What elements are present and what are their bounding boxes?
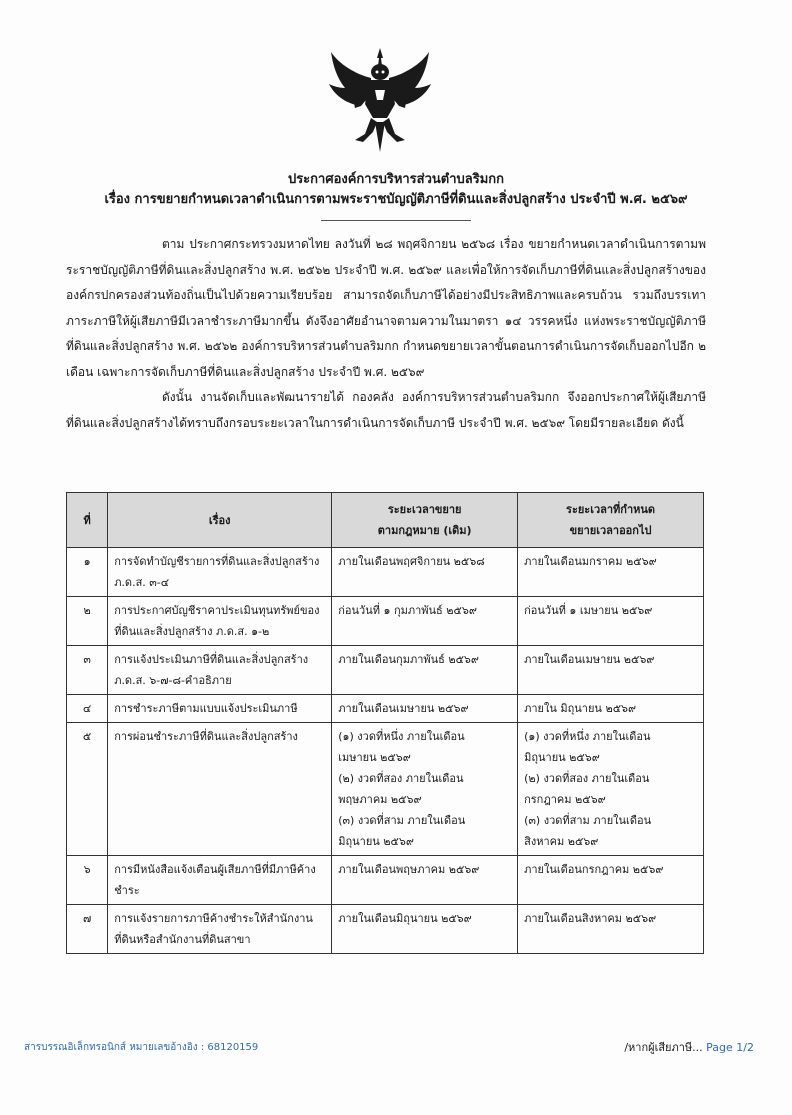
reference-number: สารบรรณอิเล็กทรอนิกส์ หมายเลขอ้างอิง : 68120159	[24, 1042, 259, 1053]
installment-line: มิถุนายน ๒๕๖๙	[338, 835, 414, 848]
row-extended-period: ภายในเดือนกรกฎาคม ๒๕๖๙	[518, 856, 704, 905]
installment-line: พฤษภาคม ๒๕๖๙	[338, 793, 422, 806]
installment-line: (๒) งวดที่สอง ภายในเดือน	[524, 772, 650, 785]
row-legal-period: ภายในเดือนกุมภาพันธ์ ๒๕๖๙	[332, 646, 518, 695]
body-paragraph-1: ตาม ประกาศกระทรวงมหาดไทย ลงวันที่ ๒๘ พฤศจิกายน ๒๕๖๘ เรื่อง ขยายกำหนดเวลาดำเนินการตามพระราชบัญญัติภาษีที่ดินและสิ่งปลูกสร้าง พ.ศ. ๒๕๖๒ ประจำปี พ.ศ. ๒๕๖๙ และเพื่อให้การจัดเก็บภาษีที่ดินและสิ่งปลูกสร้างขององค์กรปกครองส่วนท้องถิ่นเป็นไปด้วยความเรียบร้อย สามารถจัดเก็บภาษีได้อย่างมีประสิทธิภาพและครบถ้วน รวมถึงบรรเทาภาระภาษีให้ผู้เสียภาษีมีเวลาชำระภาษีมากขึ้น ดังจึงอาศัยอำนาจตามความในมาตรา ๑๔ วรรคหนึ่ง แห่งพระราชบัญญัติภาษีที่ดินและสิ่งปลูกสร้าง พ.ศ. ๒๕๖๒ องค์การบริหารส่วนตำบลริมกก กำหนดขยายเวลาขั้นตอนการดำเนินการจัดเก็บออกไปอีก ๒ เดือน เฉพาะการจัดเก็บภาษีที่ดินและสิ่งปลูกสร้าง ประจำปี พ.ศ. ๒๕๖๙	[66, 237, 706, 379]
installment-line: (๓) งวดที่สาม ภายในเดือน	[524, 814, 652, 827]
row-extended-period	[518, 723, 704, 856]
row-extended-period: ก่อนวันที่ ๑ เมษายน ๒๕๖๙	[518, 597, 704, 646]
table-row	[67, 597, 704, 646]
table-row	[67, 695, 704, 723]
table-row	[67, 856, 704, 905]
row-legal-period: ภายในเดือนมิถุนายน ๒๕๖๙	[332, 905, 518, 954]
installment-line: สิงหาคม ๒๕๖๙	[524, 835, 599, 848]
installment-line: มิถุนายน ๒๕๖๙	[524, 751, 600, 764]
installment-line: เมษายน ๒๕๖๙	[338, 751, 411, 764]
row-extended-period: ภายในเดือนสิงหาคม ๒๕๖๙	[518, 905, 704, 954]
title-block	[40, 170, 752, 221]
row-subject: การมีหนังสือแจ้งเตือนผู้เสียภาษีที่มีภาษีค้างชำระ	[108, 856, 332, 905]
row-number: ๕	[67, 723, 108, 856]
row-subject: การจัดทำบัญชีรายการที่ดินและสิ่งปลูกสร้าง ภ.ด.ส. ๓-๔	[108, 548, 332, 597]
row-subject: การชำระภาษีตามแบบแจ้งประเมินภาษี	[108, 695, 332, 723]
installment-line: กรกฎาคม ๒๕๖๙	[524, 793, 606, 806]
row-number: ๔	[67, 695, 108, 723]
announcement-subject: เรื่อง การขยายกำหนดเวลาดำเนินการตามพระราชบัญญัติภาษีที่ดินและสิ่งปลูกสร้าง ประจำปี พ.ศ. ๒๕๖๙	[104, 192, 688, 207]
installment-line: (๒) งวดที่สอง ภายในเดือน	[338, 772, 464, 785]
page-indicator: Page 1/2	[706, 1041, 754, 1054]
schedule-table	[66, 492, 704, 954]
header-extended-line-2: ขยายเวลาออกไป	[569, 524, 652, 537]
row-extended-period: ภายในเดือนมกราคม ๒๕๖๙	[518, 548, 704, 597]
row-subject: การประกาศบัญชีราคาประเมินทุนทรัพย์ของที่ดินและสิ่งปลูกสร้าง ภ.ด.ส. ๑-๒	[108, 597, 332, 646]
installment-line: (๑) งวดที่หนึ่ง ภายในเดือน	[524, 730, 651, 743]
row-number: ๒	[67, 597, 108, 646]
header-legal-line-2: ตามกฎหมาย (เดิม)	[377, 524, 472, 537]
installment-line: (๓) งวดที่สาม ภายในเดือน	[338, 814, 466, 827]
header-no: ที่	[67, 493, 108, 548]
body-paragraph-2: ดังนั้น งานจัดเก็บและพัฒนารายได้ กองคลัง องค์การบริหารส่วนตำบลริมกก จึงออกประกาศให้ผู้เสียภาษีที่ดินและสิ่งปลูกสร้างได้ทราบถึงกรอบระยะเวลาในการดำเนินการจัดเก็บภาษี ประจำปี พ.ศ. ๒๕๖๙ โดยมีรายละเอียด ดังนี้	[66, 390, 706, 430]
row-number: ๑	[67, 548, 108, 597]
header-legal-line-1: ระยะเวลาขยาย	[387, 503, 462, 516]
row-legal-period: ภายในเดือนพฤษภาคม ๒๕๖๙	[332, 856, 518, 905]
header-extended-period	[518, 493, 704, 548]
installment-line: (๑) งวดที่หนึ่ง ภายในเดือน	[338, 730, 465, 743]
row-legal-period: ก่อนวันที่ ๑ กุมภาพันธ์ ๒๕๖๙	[332, 597, 518, 646]
title-divider	[321, 220, 471, 221]
header-subject: เรื่อง	[108, 493, 332, 548]
row-number: ๗	[67, 905, 108, 954]
row-legal-period	[332, 723, 518, 856]
header-legal-period	[332, 493, 518, 548]
row-number: ๓	[67, 646, 108, 695]
announcement-title: ประกาศองค์การบริหารส่วนตำบลริมกก	[287, 172, 505, 187]
table-row	[67, 905, 704, 954]
row-extended-period: ภายในเดือนเมษายน ๒๕๖๙	[518, 646, 704, 695]
row-extended-period: ภายใน มิถุนายน ๒๕๖๙	[518, 695, 704, 723]
row-number: ๖	[67, 856, 108, 905]
row-legal-period: ภายในเดือนพฤศจิกายน ๒๕๖๘	[332, 548, 518, 597]
table-row	[67, 548, 704, 597]
table-header-row	[67, 493, 704, 548]
announcement-body	[66, 232, 706, 436]
row-legal-period: ภายในเดือนเมษายน ๒๕๖๙	[332, 695, 518, 723]
row-subject: การแจ้งรายการภาษีค้างชำระให้สำนักงานที่ดินหรือสำนักงานที่ดินสาขา	[108, 905, 332, 954]
table-row	[67, 646, 704, 695]
garuda-emblem-icon	[325, 44, 435, 156]
header-extended-line-1: ระยะเวลาที่กำหนด	[566, 503, 656, 516]
row-subject: การผ่อนชำระภาษีที่ดินและสิ่งปลูกสร้าง	[108, 723, 332, 856]
continuation-note	[624, 1038, 754, 1056]
row-subject: การแจ้งประเมินภาษีที่ดินและสิ่งปลูกสร้าง ภ.ด.ส. ๖-๗-๘-คำอธิภาย	[108, 646, 332, 695]
table-row	[67, 723, 704, 856]
continued-text: /หากผู้เสียภาษี...	[624, 1041, 703, 1054]
